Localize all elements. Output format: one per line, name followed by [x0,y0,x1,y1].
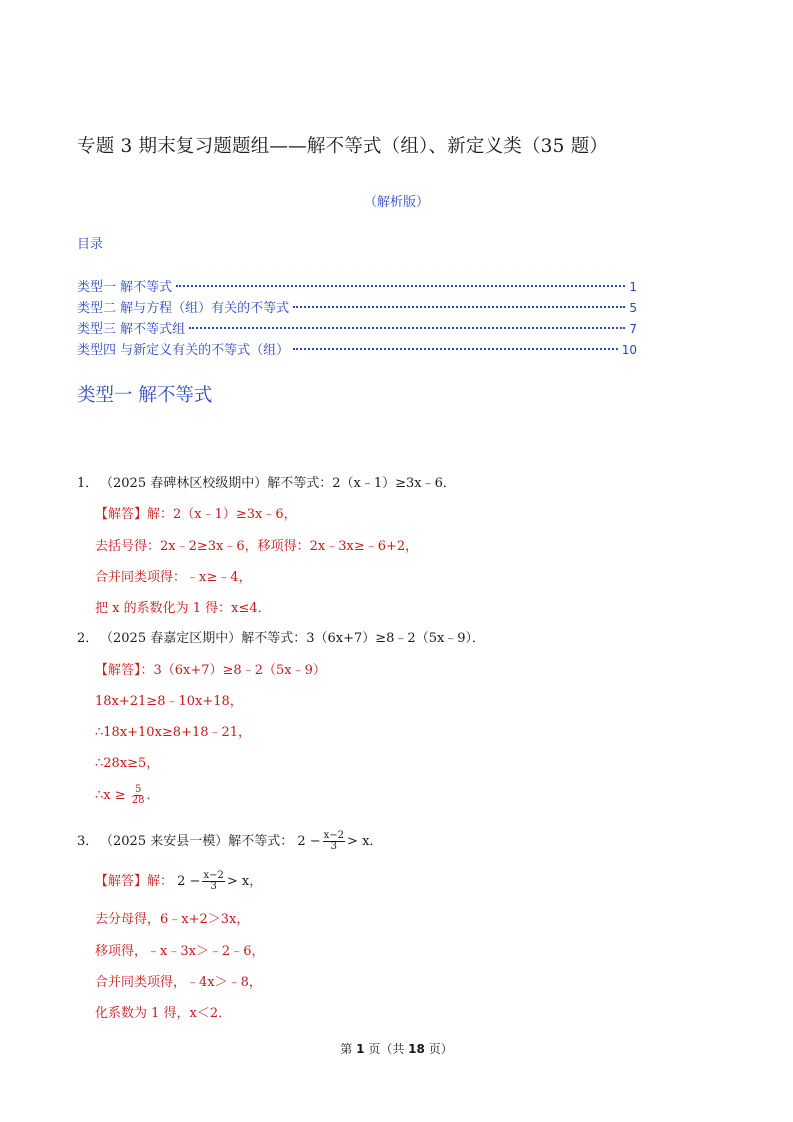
toc-item-label: 类型二 解与方程（组）有关的不等式 [77,301,290,316]
toc-leader [189,327,625,329]
fraction-numerator: x−2 [203,869,224,881]
section-title: 类型一 解不等式 [77,385,213,406]
answer-line: 18x+21≥8﹣10x+18， [95,694,243,709]
fraction [202,871,224,893]
answer-line: 化系数为 1 得，x＜2． [95,1006,232,1021]
question-text: （2025 来安县一模）解不等式： [100,834,294,849]
expr-prefix: 2 − [177,874,201,889]
fraction [323,831,345,853]
question-number: 3． [77,834,99,849]
footer-post: 页） [428,1042,453,1056]
answer-line: ∴28x≥5， [95,756,160,771]
answer-line: 把 x 的系数化为 1 得：x≤4． [95,601,271,616]
footer-total-pages: 18 [408,1042,425,1056]
question-text: （2025 春嘉定区期中）解不等式：3（6x+7）≥8﹣2（5x﹣9）． [100,631,486,646]
inequality-expression: 2 − $\frac{x-2}{3}$ > x． [297,829,383,852]
toc-leader [293,348,618,350]
toc-item-label: 类型三 解不等式组 [77,322,186,337]
toc-heading: 目录 [77,237,104,252]
expr-suffix: > x [347,834,370,849]
inequality-expression [177,869,250,892]
page-footer [0,1040,793,1057]
answer-line: ∴18x+10x≥8+18﹣21， [95,725,252,740]
toc-item[interactable] [77,318,637,337]
toc-item[interactable] [77,276,637,295]
toc-leader [293,306,625,308]
fraction-denominator: 28 [131,795,145,806]
answer-line: 【解答】解：2（x﹣1）≥3x﹣6， [95,507,297,522]
answer-prefix: 【解答】解： [95,874,174,889]
fraction-denominator: 3 [210,881,217,892]
fraction-numerator: x−2 [323,829,345,841]
footer-page-number: 1 [356,1042,365,1056]
fraction-numerator: 5 [134,783,142,795]
toc-item-page: 5 [629,301,637,315]
toc-item-label: 类型一 解不等式 [77,280,173,295]
toc-item-label: 类型四 与新定义有关的不等式（组） [77,343,290,358]
answer-line: 移项得，﹣x﹣3x＞﹣2﹣6， [95,944,265,959]
question-number: 2． [77,631,99,646]
toc-item-page: 10 [621,343,637,357]
footer-pre: 第 [340,1042,353,1056]
answer-line: 【解答】：3（6x+7）≥8﹣2（5x﹣9） [95,663,326,678]
footer-mid: 页（共 [368,1042,405,1056]
answer-line: 合并同类项得，﹣4x＞﹣8， [95,975,262,990]
question [77,472,456,491]
question-text: （2025 春碑林区校级期中）解不等式：2（x﹣1）≥3x﹣6． [100,476,456,491]
answer-line: 去分母得，6﹣x+2＞3x， [95,912,250,927]
expr-prefix: 2 − [297,834,321,849]
question [77,627,485,646]
toc-item[interactable] [77,297,637,316]
question [77,830,382,853]
answer-text: ∴x ≥ [95,788,126,803]
fraction-denominator: 3 [330,841,338,852]
answer-line: 合并同类项得：﹣x≥﹣4， [95,570,252,585]
toc-item-page: 1 [629,280,637,294]
answer-line: ∴x ≥ $\frac{5}{28}$ ． [95,783,160,806]
toc-item[interactable] [77,339,637,358]
answer-line: 去括号得：2x﹣2≥3x﹣6，移项得：2x﹣3x≥﹣6+2， [95,539,419,554]
expr-suffix: > x [226,874,250,889]
fraction [132,785,145,807]
document-subtitle: （解析版） [363,195,429,210]
toc-item-page: 7 [629,322,637,336]
toc-leader [176,285,625,287]
question-number: 1． [77,476,99,491]
document-title: 专题 3 期末复习题题组——解不等式（组）、新定义类（35 题） [77,136,609,157]
answer-line: 【解答】解： 2 − $\frac{x-2}{3}$ > x， [95,869,263,892]
